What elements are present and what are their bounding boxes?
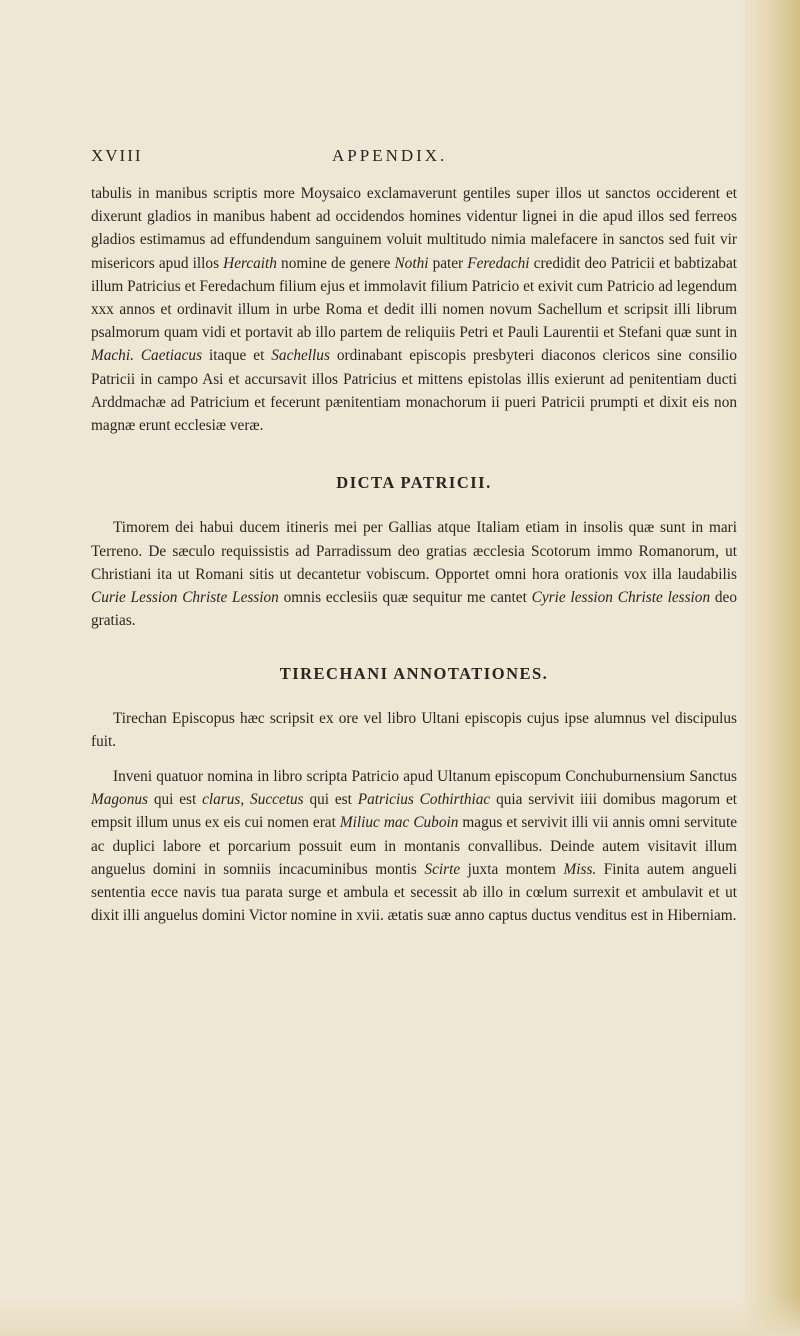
italic-name: Machi.	[91, 347, 134, 365]
heading-tirechani-annotationes: TIRECHANI ANNOTATIONES.	[279, 664, 549, 684]
italic-name: Patricius Cothirthiac	[357, 791, 491, 809]
text-run: nomine de genere	[276, 254, 395, 272]
text-run: Timorem dei habui ducem itineris mei per Gallias atque Italiam etiam in insolis quæ sunt in mari Terreno. De sæculo requissistis ad Parradissum deo gratias æcclesia Scotorum immo Romanorum, ut Christiani ita ut Romani sitis ut decantetur vobiscum. Opportet omni hora orationis vox illa laudabilis	[91, 519, 737, 583]
italic-name: Scirte	[424, 860, 461, 878]
text-run	[134, 347, 141, 364]
page-number: XVIII	[91, 146, 143, 165]
page-body	[91, 182, 737, 927]
dicta-paragraph	[91, 516, 737, 632]
tirechani-paragraph-1	[91, 707, 737, 753]
italic-name: clarus	[202, 791, 241, 809]
text-run: juxta montem	[460, 860, 564, 878]
italic-name: Cyrie lession Christe lession	[531, 589, 711, 607]
text-run: Finita autem angueli sententia ecce navis tua parata surge et ambula et secessit ab illo in cœlum surrexit et ambulavit et ut dixit illi anguelus domini Victor nomine in xvii. ætatis suæ anno captus ductus venditus est in Hiberniam.	[91, 860, 737, 925]
italic-name: Miss.	[563, 860, 597, 878]
text-run: quia servivit iiii domibus magorum et empsit illum unus ex eis cui nomen erat	[91, 791, 737, 832]
running-head	[91, 146, 752, 168]
text-run: itaque et	[202, 347, 272, 365]
text-run: omnis ecclesiis quæ sequitur me cantet	[278, 589, 532, 607]
tirechani-paragraph-2	[91, 765, 737, 927]
italic-name: Magonus	[91, 791, 148, 809]
italic-name: Caetiacus	[140, 347, 203, 365]
text-run: ordinabant episcopis presbyteri diaconos clericos sine consilio Patricii in campo Asi et accursavit illos Patricius et mittens epistolas illis exierunt ad penitentiam ducti Arddmachæ ad Patricium et fecerunt pænitentiam monachorum ii pueri Patricii prumpti et dixit eis non magnæ erunt ecclesiæ veræ.	[91, 347, 737, 435]
italic-name: Curie Lession Christe Lession	[91, 589, 279, 607]
text-run: Tirechan Episcopus hæc scripsit ex ore vel libro Ultani episcopis cujus ipse alumnus vel discipulus fuit.	[91, 709, 737, 750]
italic-name: Succetus	[250, 791, 304, 809]
text-run: deo gratias.	[91, 589, 737, 630]
text-run: pater	[428, 254, 468, 272]
text-run: tabulis in manibus scriptis more Moysaico exclamaverunt gentiles super illos ut sanctos occiderent et dixerunt gladios in manibus habent ad occidendos homines videntur lignei in die apud illos sed ferreos gladios estimamus ad effundendum sanguinem voluit multitudo nimia malefacere in sanctos sed fuit vir misericors apud illos	[91, 185, 737, 272]
italic-name: Miliuc mac Cuboin	[339, 814, 459, 832]
intro-paragraph	[91, 182, 737, 437]
heading-dicta-patricii: DICTA PATRICII.	[336, 473, 492, 493]
text-run: Inveni quatuor nomina in libro scripta Patricio apud Ultanum episcopum Conchuburnensium Sanctus	[113, 768, 737, 786]
page-bottom-shade	[0, 1296, 800, 1336]
running-title: APPENDIX.	[332, 146, 448, 165]
italic-name: Feredachi	[467, 254, 530, 272]
italic-name: Nothi	[394, 254, 429, 272]
text-run: ,	[240, 791, 251, 809]
text-run: magus et servivit illi vii annis omni servitute ac duplici labore et porcarium possuit eum in montanis convallibus. Deinde autem visitavit illum anguelus domini in somniis incacuminibus montis	[91, 814, 737, 878]
italic-name: Hercaith	[223, 254, 277, 272]
text-run: qui est	[303, 791, 358, 809]
text-run: qui est	[147, 791, 203, 809]
text-run: credidit deo Patricii et babtizabat illum Patricius et Feredachum filium ejus et immolavit filium Patricio et exivit cum Patricio ad legendum xxx annos et ordinavit illum in urbe Roma et dedit illi nomen novum Sachellum et scripsit illi librum psalmorum quam vidi et portavit ab illo partem de reliquiis Petri et Pauli Laurentii et Stefani quæ sunt in	[91, 254, 737, 342]
page-edge-shadow	[740, 0, 800, 1336]
italic-name: Sachellus	[271, 347, 330, 365]
